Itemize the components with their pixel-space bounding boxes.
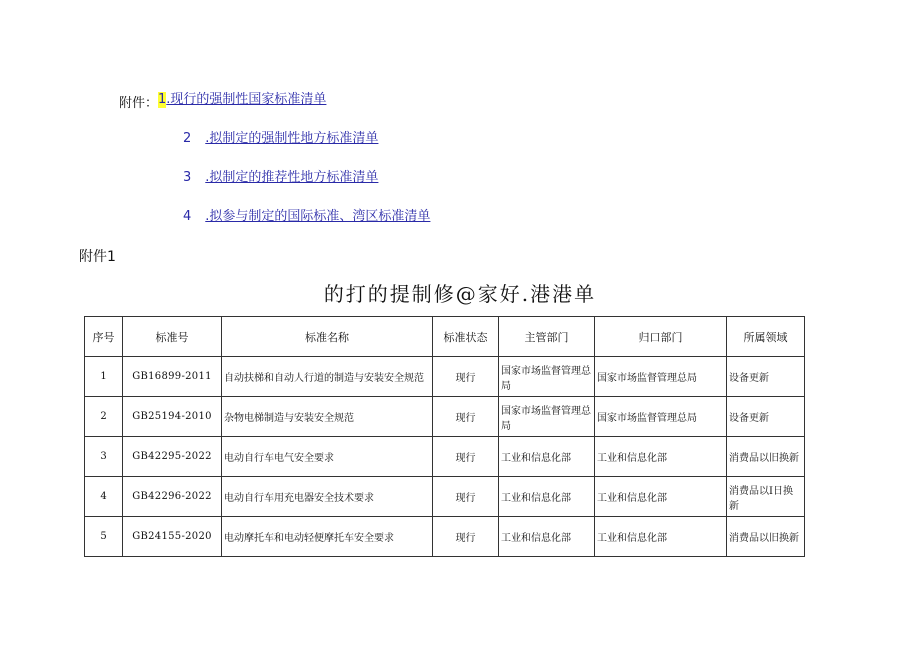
cell-competent-dept: 工业和信息化部: [499, 437, 595, 477]
cell-competent-dept: 国家市场监督管理总局: [499, 357, 595, 397]
cell-field: 设备更新: [727, 357, 805, 397]
cell-standard-number: GB42296-2022: [123, 477, 222, 517]
cell-responsible-dept: 工业和信息化部: [595, 477, 727, 517]
table-row: [85, 477, 805, 517]
attachment-number-1: 1: [158, 92, 167, 107]
cell-standard-number: GB16899-2011: [123, 357, 222, 397]
table-row: [85, 437, 805, 477]
cell-standard-name: 电动自行车用充电器安全技术要求: [222, 477, 433, 517]
cell-responsible-dept: 国家市场监督管理总局: [595, 397, 727, 437]
cell-standard-name: 电动自行车电气安全要求: [222, 437, 433, 477]
attachment-title-1: .现行的强制性国家标准清单: [166, 92, 327, 107]
cell-serial: 1: [85, 357, 123, 397]
table-row: [85, 517, 805, 557]
cell-status: 现行: [433, 517, 499, 557]
attachment-number-2: 2: [183, 131, 192, 146]
attachments-label: 附件：: [119, 96, 159, 111]
header-standard-name: 标准名称: [222, 317, 433, 357]
table-row: [85, 357, 805, 397]
header-responsible-dept: 归口部门: [595, 317, 727, 357]
attachment-title-3: .拟制定的推荐性地方标准清单: [205, 170, 379, 185]
attachment-link-4[interactable]: [183, 209, 430, 225]
cell-serial: 3: [85, 437, 123, 477]
cell-field: 消费品以I日换新: [727, 477, 805, 517]
header-field: 所属领域: [727, 317, 805, 357]
header-competent-dept: 主管部门: [499, 317, 595, 357]
cell-field: 设备更新: [727, 397, 805, 437]
header-status: 标准状态: [433, 317, 499, 357]
attachment-number-3: 3: [183, 170, 192, 185]
cell-serial: 5: [85, 517, 123, 557]
attachment-link-3[interactable]: [183, 170, 378, 186]
cell-serial: 2: [85, 397, 123, 437]
cell-standard-name: 杂物电梯制造与安装安全规范: [222, 397, 433, 437]
cell-status: 现行: [433, 437, 499, 477]
attachment-number-4: 4: [183, 209, 192, 224]
cell-responsible-dept: 工业和信息化部: [595, 517, 727, 557]
cell-status: 现行: [433, 357, 499, 397]
attachment-title-4: .拟参与制定的国际标准、湾区标准清单: [205, 209, 431, 224]
document-title: 的打的提制修@家好.港港单: [323, 282, 597, 306]
header-standard-number: 标准号: [123, 317, 222, 357]
cell-field: 消费品以旧换新: [727, 437, 805, 477]
cell-standard-name: 电动摩托车和电动轻便摩托车安全要求: [222, 517, 433, 557]
attachment-title-2: .拟制定的强制性地方标准清单: [205, 131, 379, 146]
cell-status: 现行: [433, 477, 499, 517]
cell-competent-dept: 工业和信息化部: [499, 517, 595, 557]
cell-standard-number: GB24155-2020: [123, 517, 222, 557]
cell-standard-number: GB25194-2010: [123, 397, 222, 437]
attachment-link-2[interactable]: [183, 131, 378, 147]
table-header-row: [85, 317, 805, 357]
attachment-link-1[interactable]: [158, 92, 326, 108]
cell-competent-dept: 工业和信息化部: [499, 477, 595, 517]
cell-responsible-dept: 工业和信息化部: [595, 437, 727, 477]
table-row: [85, 397, 805, 437]
cell-standard-number: GB42295-2022: [123, 437, 222, 477]
cell-competent-dept: 国家市场监督管理总局: [499, 397, 595, 437]
cell-serial: 4: [85, 477, 123, 517]
cell-field: 消费品以旧换新: [727, 517, 805, 557]
standards-table: [84, 316, 805, 557]
cell-standard-name: 自动扶梯和自动人行道的制造与安装安全规范: [222, 357, 433, 397]
header-serial: 序号: [85, 317, 123, 357]
annex-heading: 附件1: [79, 249, 116, 265]
cell-responsible-dept: 国家市场监督管理总局: [595, 357, 727, 397]
cell-status: 现行: [433, 397, 499, 437]
